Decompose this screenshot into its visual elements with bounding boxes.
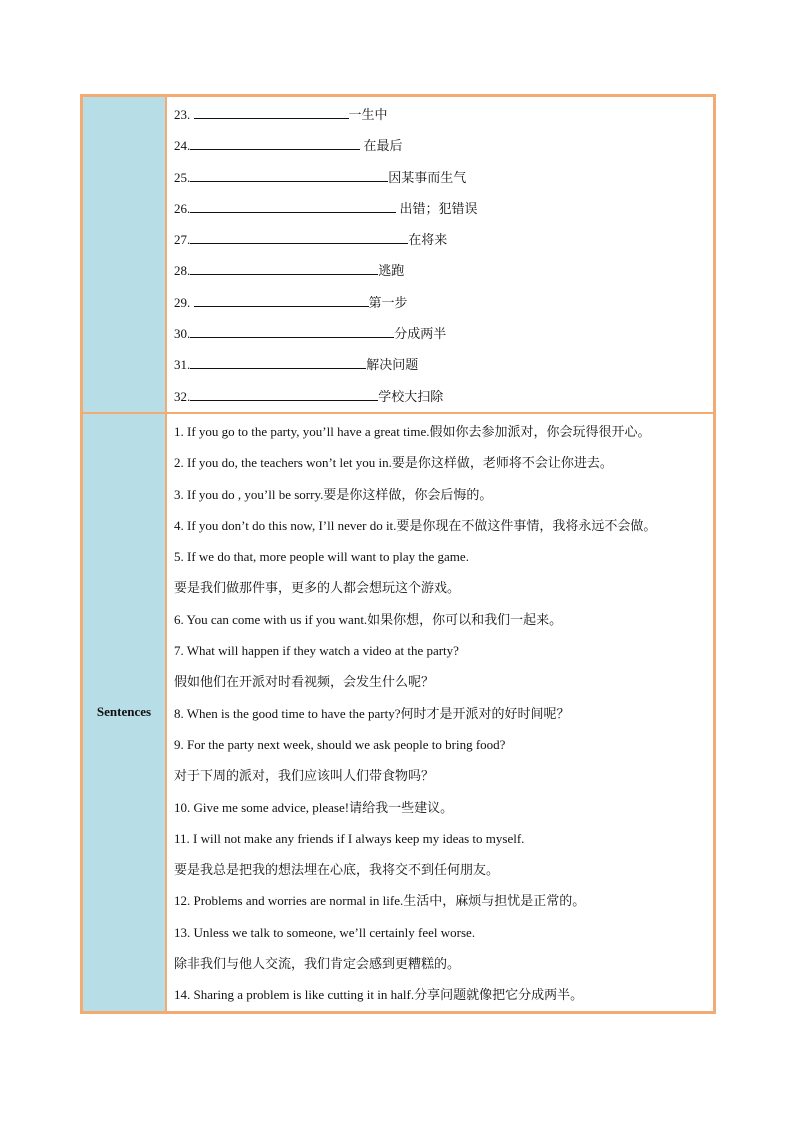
phrase-meaning: 第一步 bbox=[368, 294, 408, 310]
sentence-line: 除非我们与他人交流，我们肯定会感到更糟糕的。 bbox=[174, 956, 461, 972]
answer-blank[interactable] bbox=[190, 322, 394, 338]
phrase-item bbox=[174, 255, 707, 286]
sentence-line: 6. You can come with us if you want.如果你想，你可以和我们一起来。 bbox=[174, 611, 563, 627]
phrase-number: 28. bbox=[174, 263, 191, 279]
answer-blank[interactable] bbox=[190, 166, 388, 182]
phrase-meaning: 出错；犯错误 bbox=[396, 200, 478, 216]
sentence-line: 要是我总是把我的想法埋在心底，我将交不到任何朋友。 bbox=[174, 862, 500, 878]
phrase-meaning: 因某事而生气 bbox=[388, 169, 467, 185]
phrases-row bbox=[82, 96, 714, 413]
sentence-line: 14. Sharing a problem is like cutting it in half.分享问题就像把它分成两半。 bbox=[174, 987, 584, 1003]
sentence-line: 11. I will not make any friends if I always keep my ideas to myself. bbox=[174, 830, 525, 846]
sentence-line: 1. If you go to the party, you’ll have a great time.假如你去参加派对，你会玩得很开心。 bbox=[174, 423, 651, 439]
phrase-number: 32. bbox=[174, 388, 191, 404]
phrase-meaning: 学校大扫除 bbox=[378, 388, 444, 404]
phrase-number: 26. bbox=[174, 200, 191, 216]
phrase-number: 27. bbox=[174, 232, 191, 248]
worksheet bbox=[80, 94, 716, 1014]
answer-blank[interactable] bbox=[190, 228, 408, 244]
phrase-item bbox=[174, 162, 707, 193]
phrase-number: 31. bbox=[174, 357, 191, 373]
sentence-line: 2. If you do, the teachers won’t let you in.要是你这样做，老师将不会让你进去。 bbox=[174, 455, 613, 471]
phrase-number: 30. bbox=[174, 326, 191, 342]
sentence-line: 要是我们做那件事，更多的人都会想玩这个游戏。 bbox=[174, 580, 461, 596]
answer-blank[interactable] bbox=[190, 197, 396, 213]
sentence-line: 3. If you do , you’ll be sorry.要是你这样做，你会后悔的。 bbox=[174, 486, 493, 502]
answer-blank[interactable] bbox=[190, 134, 360, 150]
phrase-item bbox=[174, 193, 707, 224]
phrases-content-cell bbox=[166, 96, 714, 413]
sentence-line: 5. If we do that, more people will want to play the game. bbox=[174, 549, 469, 565]
sentence-line: 对于下周的派对，我们应该叫人们带食物吗？ bbox=[174, 768, 435, 784]
sentence-line: 10. Give me some advice, please!请给我一些建议。 bbox=[174, 799, 454, 815]
phrase-item bbox=[174, 318, 707, 349]
phrase-meaning: 解决问题 bbox=[366, 357, 419, 373]
sentences-label: Sentences bbox=[82, 413, 166, 1012]
answer-blank[interactable] bbox=[190, 353, 366, 369]
sentence-line: 7. What will happen if they watch a video at the party? bbox=[174, 643, 459, 659]
sentences-content-cell bbox=[166, 413, 714, 1012]
phrases-label-cell bbox=[82, 96, 166, 413]
phrase-item bbox=[174, 381, 707, 412]
answer-blank[interactable] bbox=[194, 291, 369, 307]
phrase-number: 29. bbox=[174, 294, 194, 310]
phrase-meaning: 在将来 bbox=[408, 232, 448, 248]
answer-blank[interactable] bbox=[194, 103, 349, 119]
phrase-item bbox=[174, 224, 707, 255]
phrase-item bbox=[174, 130, 707, 161]
sentence-line: 12. Problems and worries are normal in life.生活中，麻烦与担忧是正常的。 bbox=[174, 893, 586, 909]
sentence-line: 13. Unless we talk to someone, we’ll certainly feel worse. bbox=[174, 924, 476, 940]
phrase-meaning: 在最后 bbox=[360, 138, 403, 154]
sentence-line: 9. For the party next week, should we ask people to bring food? bbox=[174, 736, 506, 752]
phrase-item bbox=[174, 349, 707, 380]
phrase-number: 25. bbox=[174, 169, 191, 185]
phrase-number: 24. bbox=[174, 138, 191, 154]
worksheet-table bbox=[80, 94, 716, 1014]
sentences-row bbox=[82, 413, 714, 1012]
phrase-meaning: 逃跑 bbox=[378, 263, 405, 279]
answer-blank[interactable] bbox=[190, 259, 378, 275]
sentence-line: 8. When is the good time to have the party?何时才是开派对的好时间呢？ bbox=[174, 705, 570, 721]
phrase-number: 23. bbox=[174, 107, 194, 122]
phrase-meaning: 一生中 bbox=[348, 107, 388, 122]
phrase-meaning: 分成两半 bbox=[394, 326, 447, 342]
sentence-line: 假如他们在开派对时看视频，会发生什么呢？ bbox=[174, 674, 435, 690]
phrase-item bbox=[174, 99, 707, 130]
phrase-item bbox=[174, 287, 707, 318]
sentence-line: 4. If you don’t do this now, I’ll never do it.要是你现在不做这件事情，我将永远不会做。 bbox=[174, 517, 657, 533]
answer-blank[interactable] bbox=[190, 385, 378, 401]
